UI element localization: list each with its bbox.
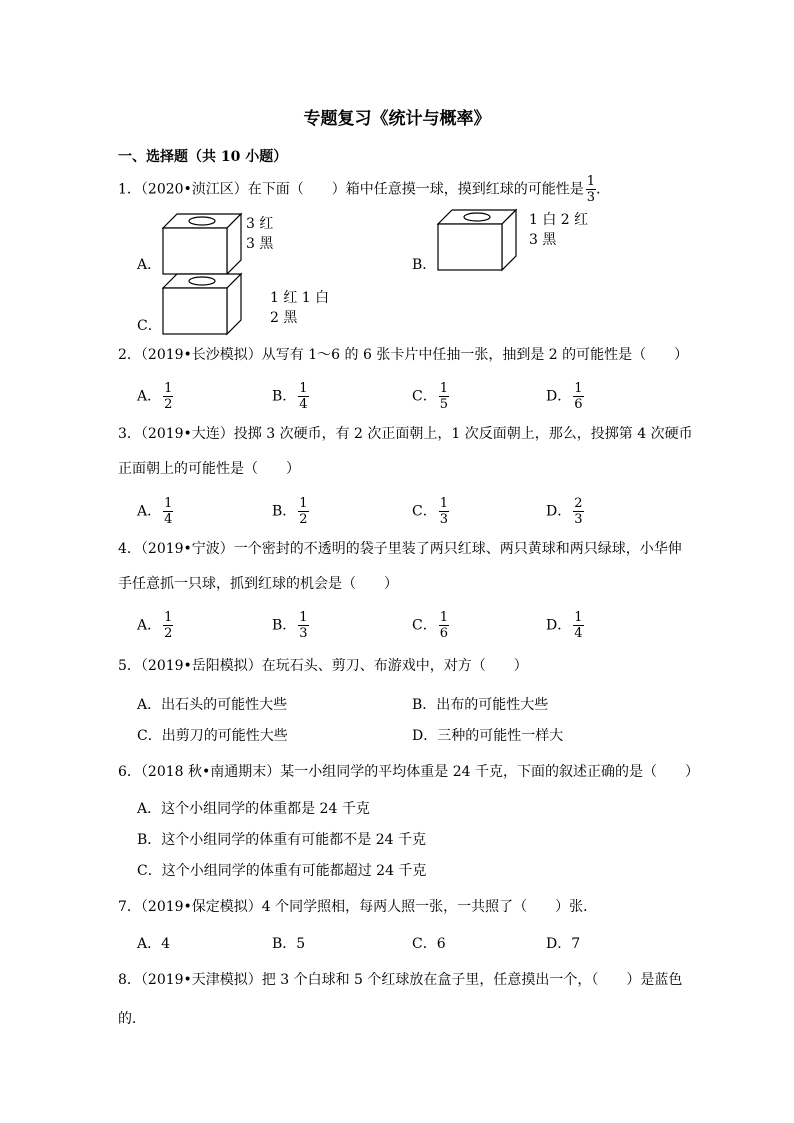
q1-option-c-letter: C． xyxy=(137,318,162,334)
fraction: $\frac{1}{5}$ xyxy=(439,381,448,412)
question-8-line-2: 的． xyxy=(118,1011,146,1027)
question-6-text: 6．（2018 秋•南通期末）某一小组同学的平均体重是 24 千克，下面的叙述正确的是（ ） xyxy=(118,764,699,780)
fraction: $\frac{2}{3}$ xyxy=(574,496,583,527)
q2-option-c: C． $\frac{1}{5}$ xyxy=(412,381,448,412)
q7-option-d: D．7 xyxy=(546,936,581,952)
fraction: $\frac{1}{6}$ xyxy=(439,610,448,641)
question-3-line-1: 3．（2019•大连）投掷 3 次硬币，有 2 次正面朝上，1 次反面朝上，那么，投掷第 4 次硬币 xyxy=(118,426,693,442)
question-7-text: 7．（2019•保定模拟）4 个同学照相，每两人照一张，一共照了（ ）张． xyxy=(118,899,598,915)
question-2-text: 2．（2019•长沙模拟）从写有 1～6 的 6 张卡片中任抽一张，抽到是 2 的可能性是（ ） xyxy=(118,347,689,363)
fraction: $\frac{1}{2}$ xyxy=(299,496,308,527)
q3-option-b: B． $\frac{1}{2}$ xyxy=(272,496,308,527)
question-3-line-2: 正面朝上的可能性是（ ） xyxy=(118,461,300,477)
q6-option-b: B．这个小组同学的体重有可能都不是 24 千克 xyxy=(137,832,427,848)
question-4-line-2: 手任意抓一只球，抓到红球的机会是（ ） xyxy=(118,576,398,592)
fraction: $\frac{1}{2}$ xyxy=(164,610,173,641)
q5-option-d: D．三种的可能性一样大 xyxy=(412,728,564,744)
q2-option-d: D． $\frac{1}{6}$ xyxy=(546,381,583,412)
q4-option-d: D． $\frac{1}{4}$ xyxy=(546,610,583,641)
q5-option-b: B．出布的可能性大些 xyxy=(412,697,549,713)
fraction: $\frac{1}{4}$ xyxy=(164,496,173,527)
q2-option-a: A． $\frac{1}{2}$ xyxy=(137,381,173,412)
box-a-label: 3 红 3 黑 xyxy=(246,216,274,252)
section-heading: 一、选择题（共 10 小题） xyxy=(118,149,288,165)
box-b-icon xyxy=(438,210,518,272)
question-5-text: 5．（2019•岳阳模拟）在玩石头、剪刀、布游戏中，对方（ ） xyxy=(118,658,528,674)
q4-option-c: C． $\frac{1}{6}$ xyxy=(412,610,448,641)
question-8-line-1: 8．（2019•天津模拟）把 3 个白球和 5 个红球放在盒子里，任意摸出一个，（ ）是蓝色 xyxy=(118,972,683,988)
q6-option-c: C．这个小组同学的体重有可能都超过 24 千克 xyxy=(137,863,427,879)
box-c-label: 1 红 1 白 2 黑 xyxy=(270,290,330,326)
page-title: 专题复习《统计与概率》 xyxy=(303,109,491,129)
q4-option-a: A． $\frac{1}{2}$ xyxy=(137,610,173,641)
fraction: $\frac{1}{4}$ xyxy=(299,381,308,412)
question-1-text: 1．（2020•浈江区）在下面（ ）箱中任意摸一球，摸到红球的可能性是 xyxy=(118,181,584,198)
box-b-label: 1 白 2 红 3 黑 xyxy=(529,212,589,248)
box-a-icon xyxy=(163,214,243,276)
question-4-line-1: 4．（2019•宁波）一个密封的不透明的袋子里装了两只红球、两只黄球和两只绿球，小华伸 xyxy=(118,541,682,557)
box-c-icon xyxy=(163,274,243,336)
q7-option-c: C．6 xyxy=(412,936,446,952)
q5-option-c: C．出剪刀的可能性大些 xyxy=(137,728,288,744)
fraction: $\frac{1}{6}$ xyxy=(574,381,583,412)
q4-option-b: B． $\frac{1}{3}$ xyxy=(272,610,308,641)
q1-option-a-letter: A． xyxy=(137,257,162,273)
q3-option-c: C． $\frac{1}{3}$ xyxy=(412,496,448,527)
fraction: $\frac{1}{3}$ xyxy=(299,610,308,641)
q5-option-a: A．出石头的可能性大些 xyxy=(137,697,288,713)
fraction: $\frac{1}{4}$ xyxy=(574,610,583,641)
q7-option-a: A．4 xyxy=(137,936,171,952)
q1-option-b-letter: B． xyxy=(412,257,437,273)
q3-option-d: D． $\frac{2}{3}$ xyxy=(546,496,583,527)
q3-option-a: A． $\frac{1}{4}$ xyxy=(137,496,173,527)
question-1-fraction: $\frac{1}{3}$ xyxy=(586,174,596,205)
q6-option-a: A．这个小组同学的体重都是 24 千克 xyxy=(137,801,370,817)
fraction: $\frac{1}{2}$ xyxy=(164,381,173,412)
q2-option-b: B． $\frac{1}{4}$ xyxy=(272,381,308,412)
question-1: 1．（2020•浈江区）在下面（ ）箱中任意摸一球，摸到红球的可能性是 $\frac{1}{3}$ ． xyxy=(118,174,611,205)
q7-option-b: B．5 xyxy=(272,936,306,952)
fraction: $\frac{1}{3}$ xyxy=(439,496,448,527)
